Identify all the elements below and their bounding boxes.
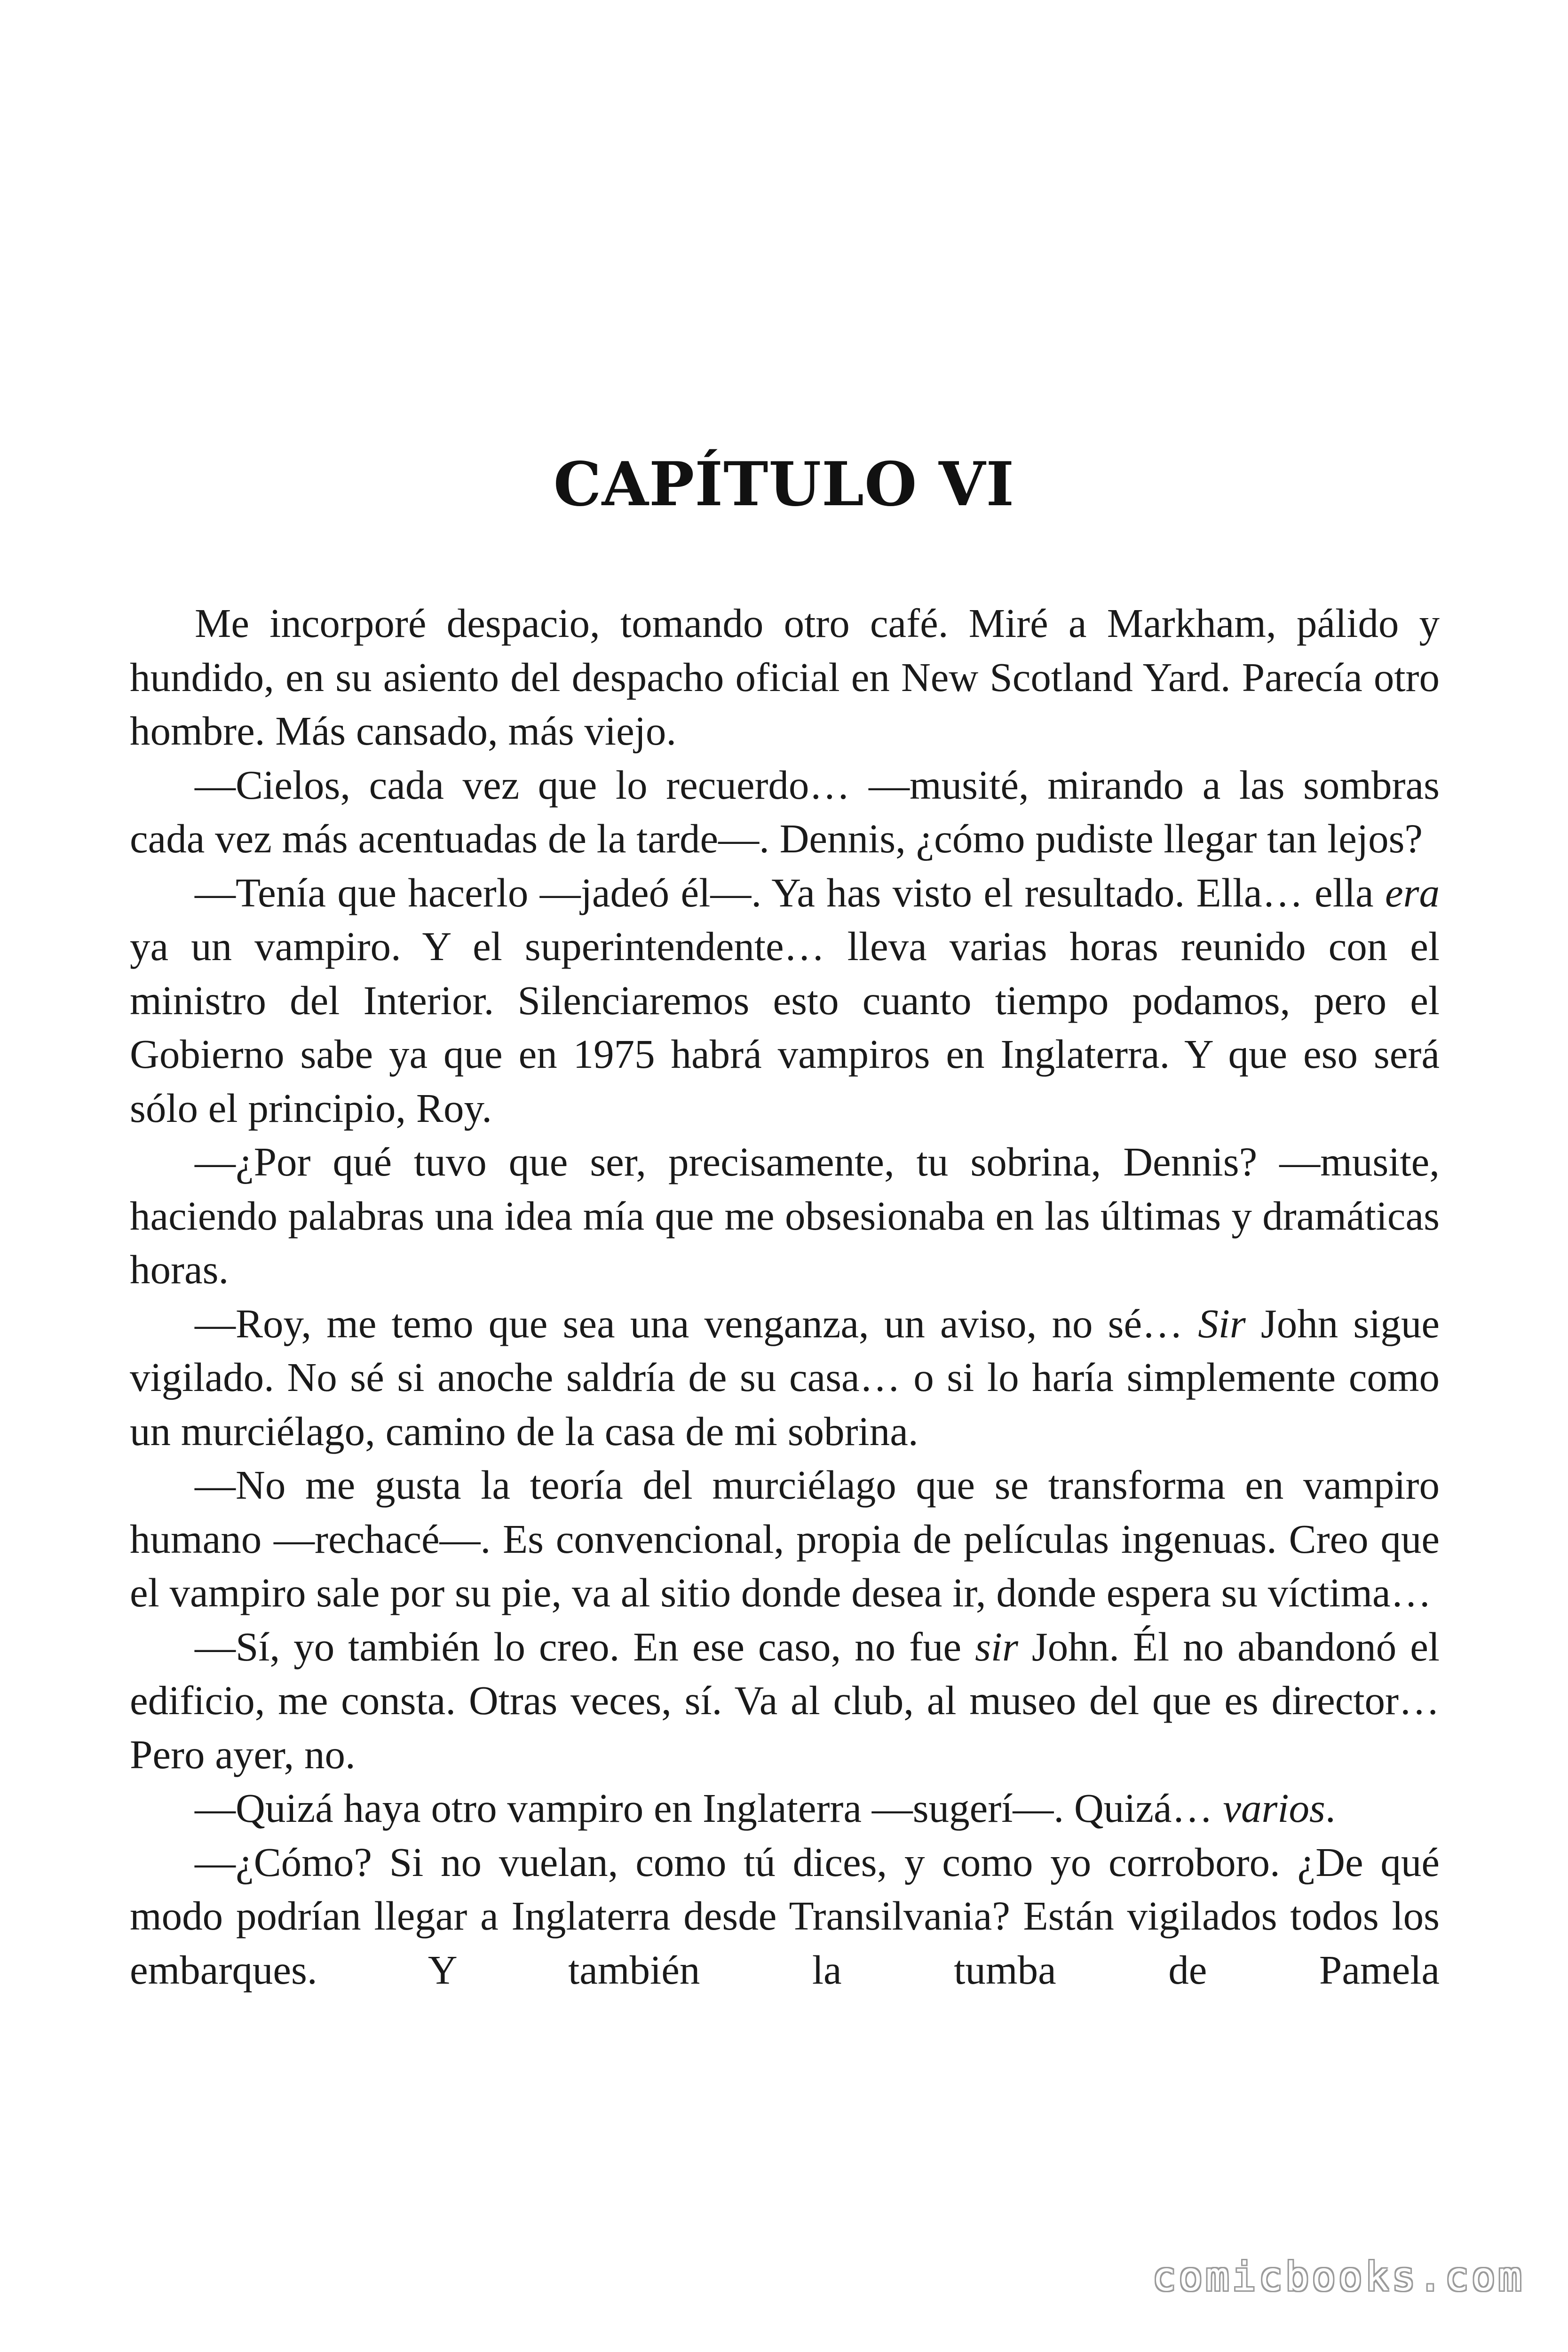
paragraph-9 [130,1836,1440,1997]
paragraph-1-text: Me incorporé despacio, tomando otro café. Miré a Markham, pálido y hundido, en su asiento del despacho oficial en New Scotland Yard. Parecía otro hombre. Más cansado, más viejo. [130,600,1440,754]
paragraph-3-text-a: —Tenía que hacerlo —jadeó él—. Ya has visto el resultado. Ella… ella [195,869,1386,915]
watermark-logo: comicbooks.com [1152,2254,1525,2300]
paragraph-3-text-b: ya un vampiro. Y el superintendente… lleva varias horas reunido con el ministro del Interior. Silenciaremos esto cuanto tiempo podamos, pero el Gobierno sabe ya que en 1975 habrá vampiros en Inglaterra. Y que eso será sólo el principio, Roy. [130,923,1440,1131]
paragraph-6-text: —No me gusta la teoría del murciélago que se transforma en vampiro humano —rechacé—. Es convencional, propia de películas ingenuas. Creo que el vampiro sale por su pie, va al sitio donde desea ir, donde espera su víctima… [130,1462,1440,1615]
paragraph-5-text-a: —Roy, me temo que sea una venganza, un aviso, no sé… [195,1300,1198,1346]
paragraph-3 [130,866,1440,1136]
paragraph-7-text-a: —Sí, yo también lo creo. En ese caso, no fue [195,1623,975,1669]
paragraph-8-italic-varios: varios [1223,1785,1325,1831]
paragraph-8-text-a: —Quizá haya otro vampiro en Inglaterra —sugerí—. Quizá… [195,1785,1223,1831]
chapter-body [130,596,1440,1997]
paragraph-2 [130,758,1440,866]
paragraph-7-italic-sir: sir [975,1623,1018,1669]
paragraph-2-text: —Cielos, cada vez que lo recuerdo… —musité, mirando a las sombras cada vez más acentuadas de la tarde—. Dennis, ¿cómo pudiste llegar tan lejos? [130,762,1440,861]
paragraph-3-italic-era: era [1385,869,1440,915]
paragraph-1 [130,596,1440,758]
paragraph-4 [130,1135,1440,1297]
paragraph-7 [130,1620,1440,1782]
chapter-title: CAPÍTULO VI [553,449,1015,520]
paragraph-5-text-b: John sigue vigilado. No sé si anoche saldría de su casa… o si lo haría simplemente como un murciélago, camino de la casa de mi sobrina. [130,1300,1440,1454]
paragraph-7-text-b: John. Él no abandonó el edificio, me consta. Otras veces, sí. Va al club, al museo del que es director… Pero ayer, no. [130,1623,1440,1777]
paragraph-9-text: —¿Cómo? Si no vuelan, como tú dices, y como yo corroboro. ¿De qué modo podrían llegar a Inglaterra desde Transilvania? Están vigilados todos los embarques. Y también la tumba de Pamela [130,1839,1440,1993]
paragraph-8 [130,1781,1440,1836]
paragraph-8-text-b: . [1325,1785,1336,1831]
paragraph-6 [130,1458,1440,1620]
paragraph-5-italic-sir: Sir [1198,1300,1246,1346]
paragraph-5 [130,1297,1440,1459]
paragraph-4-text: —¿Por qué tuvo que ser, precisamente, tu sobrina, Dennis? —musite, haciendo palabras una idea mía que me obsesionaba en las últimas y dramáticas horas. [130,1139,1440,1292]
